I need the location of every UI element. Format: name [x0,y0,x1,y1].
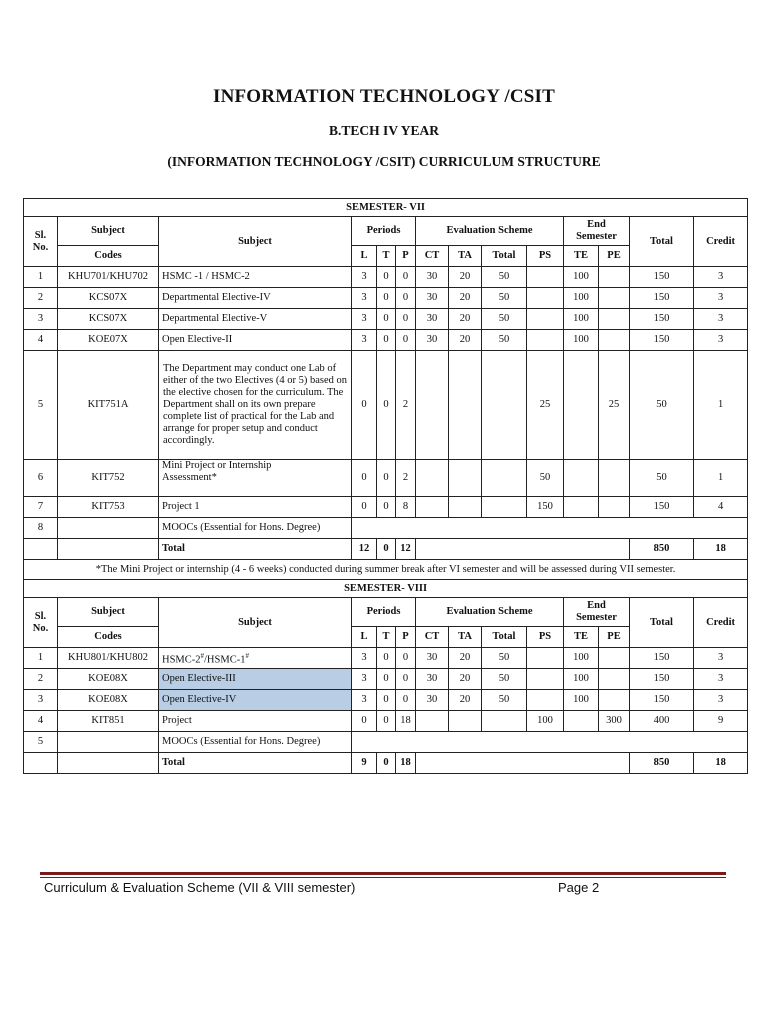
cell-credit: 1 [694,460,748,497]
cell-L: 3 [352,669,377,690]
cell-P: 2 [396,351,416,460]
table-row [24,330,748,351]
cell-code: KIT752 [58,460,159,497]
cell-P: 0 [396,690,416,711]
structure-title: (INFORMATION TECHNOLOGY /CSIT) CURRICULUM STRUCTURE [167,154,601,169]
cell-L: 3 [352,267,377,288]
cell-subject: Project 1 [159,497,352,518]
cell-credit: 9 [694,711,748,732]
cell-sl: 4 [24,711,58,732]
total-T: 0 [377,539,396,560]
header-total: Total [630,598,694,648]
header-sl: Sl. No. [24,217,58,267]
cell-sl: 6 [24,460,58,497]
cell-L: 3 [352,690,377,711]
total-credit: 18 [694,753,748,774]
total-label: Total [159,539,352,560]
cell-subtotal: 50 [482,330,527,351]
cell-T: 0 [377,330,396,351]
page-title: INFORMATION TECHNOLOGY /CSIT [212,86,555,107]
header-evaluation: Evaluation Scheme [416,217,564,246]
cell-code: KIT753 [58,497,159,518]
cell-TA: 20 [449,690,482,711]
cell-code: KCS07X [58,288,159,309]
cell-TA: 20 [449,330,482,351]
header-PS: PS [527,627,564,648]
cell-subject: Departmental Elective-IV [159,288,352,309]
cell-PE [599,309,630,330]
cell-total: 50 [630,460,694,497]
cell-credit: 1 [694,351,748,460]
header-TE: TE [564,627,599,648]
header-TA: TA [449,246,482,267]
footer-title: Curriculum & Evaluation Scheme (VII & VIII semester) [44,880,356,895]
table-row [24,309,748,330]
header-subject-codes-top: Subject [58,598,159,627]
cell-PS [527,288,564,309]
cell-TA [449,711,482,732]
cell-subject: Open Elective-II [159,330,352,351]
cell-sl: 2 [24,669,58,690]
cell-PE [599,460,630,497]
cell-PE [599,267,630,288]
cell-total: 50 [630,351,694,460]
table-row [24,648,748,669]
cell-TA [449,497,482,518]
cell-sl: 3 [24,309,58,330]
cell-subtotal: 50 [482,690,527,711]
cell-CT [416,351,449,460]
cell-PS [527,669,564,690]
note-row [24,560,748,580]
cell-total: 150 [630,669,694,690]
cell-subtotal: 50 [482,267,527,288]
cell-subject-highlighted: Open Elective-III [159,669,352,690]
cell-T: 0 [377,690,396,711]
table-row [24,669,748,690]
cell-L: 0 [352,711,377,732]
cell-empty-span [416,539,630,560]
cell-code [58,539,159,560]
cell-PS: 100 [527,711,564,732]
cell-T: 0 [377,288,396,309]
cell-total: 150 [630,267,694,288]
cell-P: 0 [396,309,416,330]
total-T: 0 [377,753,396,774]
cell-CT [416,711,449,732]
cell-subtotal: 50 [482,288,527,309]
cell-TA [449,351,482,460]
cell-sl [24,539,58,560]
header-P: P [396,246,416,267]
cell-total: 150 [630,497,694,518]
cell-TE: 100 [564,267,599,288]
cell-sl: 5 [24,351,58,460]
cell-credit: 3 [694,330,748,351]
cell-TE [564,497,599,518]
cell-code: KIT751A [58,351,159,460]
header-P: P [396,627,416,648]
cell-TA [449,460,482,497]
cell-subtotal [482,497,527,518]
cell-TE [564,351,599,460]
header-total: Total [630,217,694,267]
cell-L: 3 [352,309,377,330]
cell-L: 0 [352,351,377,460]
total-L: 9 [352,753,377,774]
cell-PS: 25 [527,351,564,460]
sem7-heading: SEMESTER- VII [24,199,748,217]
cell-empty-span [352,518,748,539]
total-credit: 18 [694,539,748,560]
cell-CT: 30 [416,330,449,351]
cell-TA: 20 [449,309,482,330]
cell-CT [416,460,449,497]
header-credit: Credit [694,598,748,648]
header-end-semester: End Semester [564,217,630,246]
cell-PE [599,669,630,690]
header-periods: Periods [352,598,416,627]
cell-P: 0 [396,267,416,288]
cell-CT: 30 [416,309,449,330]
header-CT: CT [416,246,449,267]
table-row [24,460,748,497]
cell-code [58,732,159,753]
header-L: L [352,246,377,267]
header-PE: PE [599,246,630,267]
cell-TE: 100 [564,330,599,351]
cell-TA: 20 [449,288,482,309]
cell-P: 2 [396,460,416,497]
cell-code: KOE07X [58,330,159,351]
cell-PS: 150 [527,497,564,518]
cell-TE [564,711,599,732]
cell-total: 150 [630,288,694,309]
cell-PE [599,330,630,351]
curriculum-table [23,198,748,774]
table-row [24,732,748,753]
header-codes: Codes [58,627,159,648]
header-subject-codes-top: Subject [58,217,159,246]
footer-rule-thin [40,877,726,878]
cell-total: 150 [630,690,694,711]
cell-credit: 3 [694,648,748,669]
cell-PE [599,690,630,711]
cell-subject-highlighted: Open Elective-IV [159,690,352,711]
cell-P: 0 [396,288,416,309]
cell-P: 0 [396,669,416,690]
cell-PE [599,288,630,309]
cell-credit: 3 [694,669,748,690]
total-label: Total [159,753,352,774]
cell-P: 0 [396,330,416,351]
cell-TE: 100 [564,690,599,711]
cell-L: 0 [352,497,377,518]
header-periods: Periods [352,217,416,246]
header-subject: Subject [159,598,352,648]
cell-PE [599,648,630,669]
cell-PE [599,497,630,518]
cell-code: KCS07X [58,309,159,330]
total-P: 18 [396,753,416,774]
table-row [24,497,748,518]
cell-subtotal [482,351,527,460]
header-subtotal: Total [482,627,527,648]
cell-subject: MOOCs (Essential for Hons. Degree) [159,518,352,539]
page-subtitle: B.TECH IV YEAR [329,123,439,138]
cell-credit: 3 [694,690,748,711]
cell-empty-span [416,753,630,774]
cell-credit: 3 [694,288,748,309]
cell-CT [416,497,449,518]
cell-code: KHU701/KHU702 [58,267,159,288]
table-row [24,288,748,309]
cell-credit: 3 [694,309,748,330]
cell-subject: MOOCs (Essential for Hons. Degree) [159,732,352,753]
cell-T: 0 [377,648,396,669]
cell-sl: 2 [24,288,58,309]
footnote: *The Mini Project or internship (4 - 6 weeks) conducted during summer break after VI semester and will be assessed during VII semester. [24,560,748,580]
header-CT: CT [416,627,449,648]
cell-L: 3 [352,288,377,309]
cell-subtotal [482,711,527,732]
sem8-heading-row [24,580,748,598]
sem8-header-row [24,598,748,627]
cell-T: 0 [377,460,396,497]
cell-TE: 100 [564,309,599,330]
cell-TE: 100 [564,648,599,669]
cell-sl: 1 [24,648,58,669]
total-row [24,539,748,560]
cell-PS: 50 [527,460,564,497]
total-L: 12 [352,539,377,560]
sem8-heading: SEMESTER- VIII [24,580,748,598]
cell-subtotal: 50 [482,669,527,690]
cell-CT: 30 [416,267,449,288]
cell-credit: 3 [694,267,748,288]
cell-code [58,753,159,774]
cell-T: 0 [377,351,396,460]
cell-CT: 30 [416,669,449,690]
table-row [24,267,748,288]
header-TE: TE [564,246,599,267]
cell-sl: 4 [24,330,58,351]
cell-T: 0 [377,711,396,732]
header-subtotal: Total [482,246,527,267]
header-L: L [352,627,377,648]
cell-total: 150 [630,309,694,330]
cell-code: KIT851 [58,711,159,732]
cell-TE: 100 [564,669,599,690]
sem7-header-row [24,217,748,246]
header-credit: Credit [694,217,748,267]
header-T: T [377,627,396,648]
cell-PE: 300 [599,711,630,732]
cell-T: 0 [377,267,396,288]
cell-subject: HSMC -1 / HSMC-2 [159,267,352,288]
cell-P: 18 [396,711,416,732]
cell-code: KHU801/KHU802 [58,648,159,669]
cell-subject: Mini Project or Internship Assessment* [159,460,352,497]
header-TA: TA [449,627,482,648]
table-row [24,518,748,539]
cell-total: 150 [630,648,694,669]
total-total: 850 [630,753,694,774]
cell-sl: 5 [24,732,58,753]
cell-T: 0 [377,309,396,330]
cell-CT: 30 [416,648,449,669]
cell-CT: 30 [416,690,449,711]
cell-total: 150 [630,330,694,351]
cell-total: 400 [630,711,694,732]
cell-empty-span [352,732,748,753]
cell-P: 0 [396,648,416,669]
header-T: T [377,246,396,267]
header-evaluation: Evaluation Scheme [416,598,564,627]
cell-sl: 3 [24,690,58,711]
cell-L: 3 [352,330,377,351]
cell-subtotal: 50 [482,309,527,330]
table-row [24,351,748,460]
cell-T: 0 [377,669,396,690]
total-row [24,753,748,774]
cell-sl: 7 [24,497,58,518]
header-PE: PE [599,627,630,648]
cell-sl: 1 [24,267,58,288]
cell-sl [24,753,58,774]
cell-subject: HSMC-2#/HSMC-1# [159,648,352,669]
header-subject: Subject [159,217,352,267]
cell-sl: 8 [24,518,58,539]
cell-T: 0 [377,497,396,518]
cell-PS [527,648,564,669]
cell-PS [527,330,564,351]
header-PS: PS [527,246,564,267]
cell-TE: 100 [564,288,599,309]
total-total: 850 [630,539,694,560]
header-end-semester: End Semester [564,598,630,627]
cell-subtotal [482,460,527,497]
cell-TA: 20 [449,267,482,288]
cell-TA: 20 [449,669,482,690]
footer-rule-thick [40,872,726,875]
cell-PE: 25 [599,351,630,460]
cell-TE [564,460,599,497]
sem7-heading-row [24,199,748,217]
cell-subject: Project [159,711,352,732]
cell-L: 3 [352,648,377,669]
header-sl: Sl. No. [24,598,58,648]
cell-TA: 20 [449,648,482,669]
table-row [24,690,748,711]
cell-code [58,518,159,539]
cell-subtotal: 50 [482,648,527,669]
cell-code: KOE08X [58,669,159,690]
cell-PS [527,309,564,330]
cell-subject: Departmental Elective-V [159,309,352,330]
total-P: 12 [396,539,416,560]
cell-subject: The Department may conduct one Lab of either of the two Electives (4 or 5) based on the elective chosen for the curriculum. The Department shall on its own prepare complete list of practical for the Lab and arrange for proper setup and conduct accordingly. [159,351,352,460]
cell-credit: 4 [694,497,748,518]
cell-CT: 30 [416,288,449,309]
cell-L: 0 [352,460,377,497]
cell-PS [527,267,564,288]
table-row [24,711,748,732]
page-number: Page 2 [558,880,600,895]
cell-code: KOE08X [58,690,159,711]
cell-PS [527,690,564,711]
header-codes: Codes [58,246,159,267]
cell-P: 8 [396,497,416,518]
